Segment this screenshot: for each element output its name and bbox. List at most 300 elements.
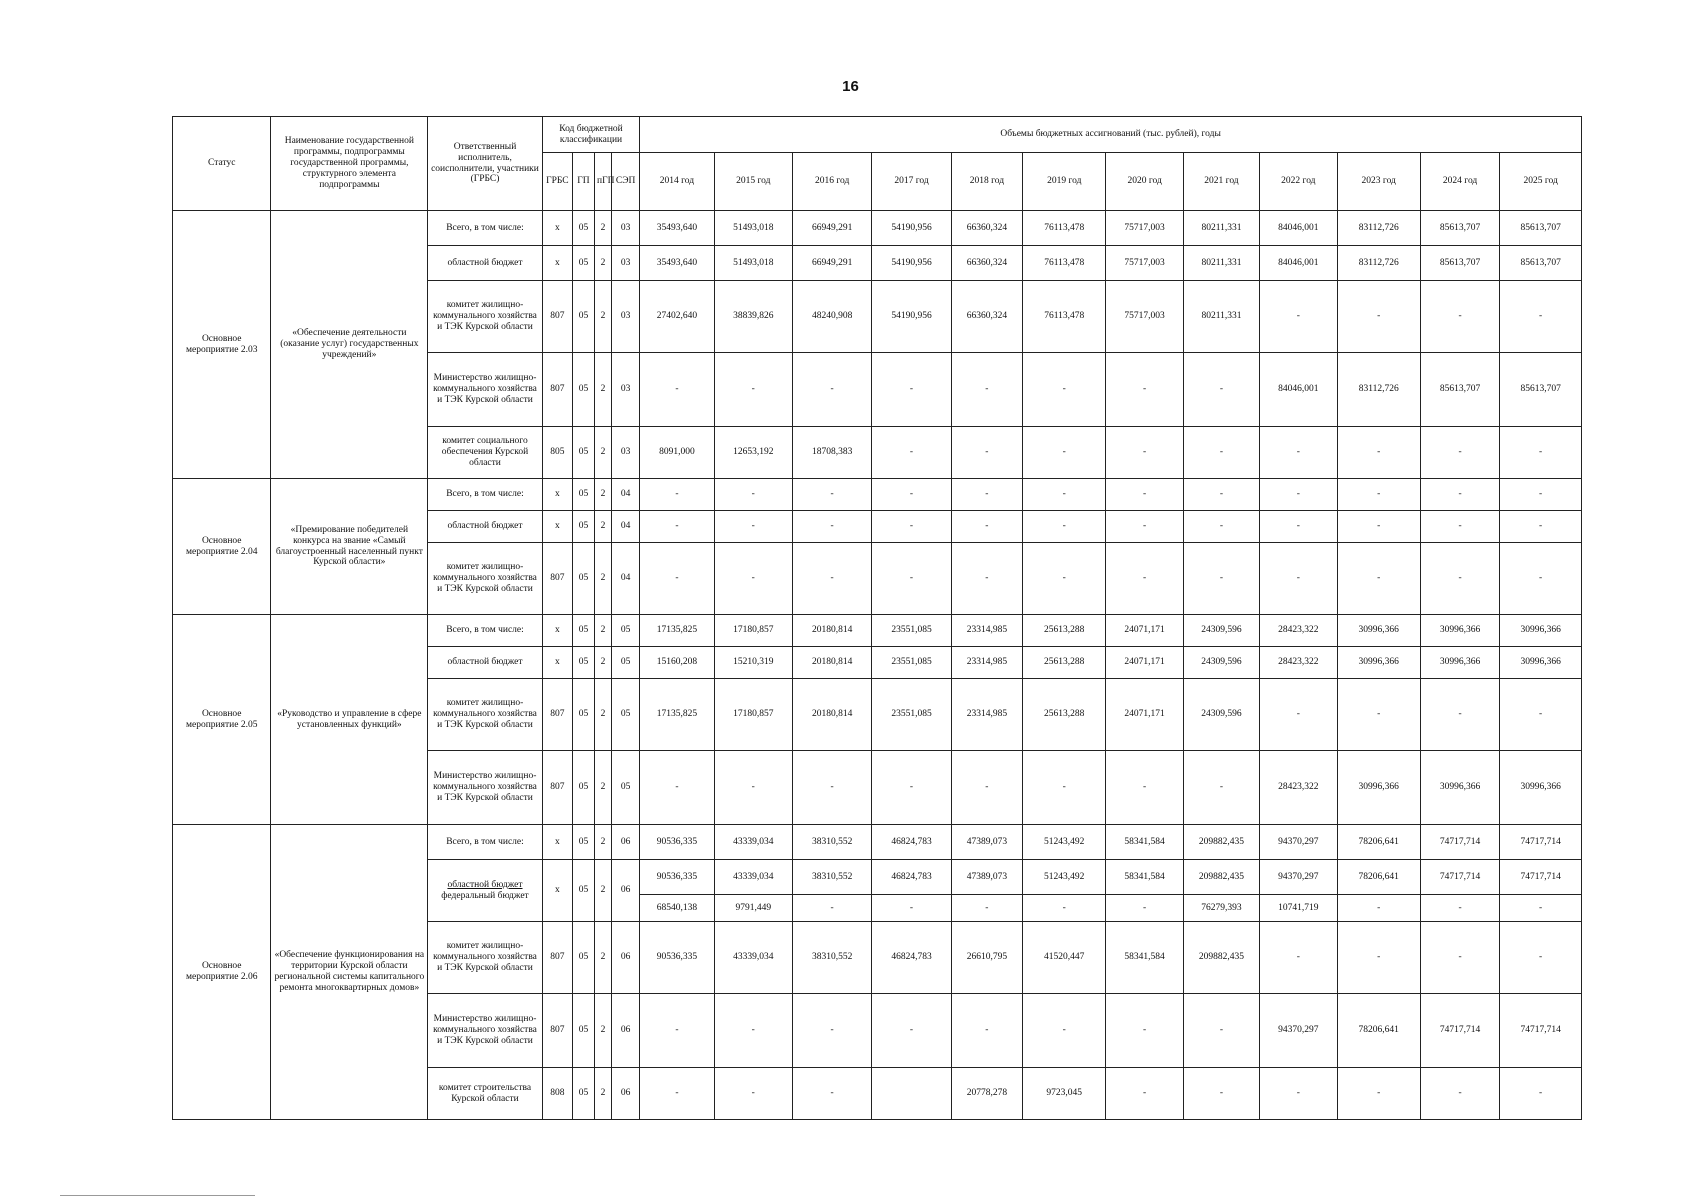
value-cell: 46824,783	[872, 860, 951, 895]
responsible-cell: комитет строительства Курской области	[428, 1068, 543, 1120]
code-sep: 03	[612, 246, 640, 281]
value-cell: 209882,435	[1183, 825, 1259, 860]
value-cell: 9723,045	[1023, 1068, 1106, 1120]
value-cell: -	[1260, 427, 1337, 479]
value-cell: 68540,138	[640, 895, 714, 922]
value-cell: 48240,908	[792, 281, 871, 353]
value-cell: 85613,707	[1420, 211, 1499, 246]
value-cell: -	[1260, 281, 1337, 353]
value-cell: 10741,719	[1260, 895, 1337, 922]
value-cell: 85613,707	[1420, 353, 1499, 427]
group-name: «Руководство и управление в сфере установленных функций»	[271, 615, 428, 825]
value-cell: -	[714, 353, 792, 427]
header-pgp: пГП	[595, 153, 612, 211]
value-cell: -	[951, 751, 1022, 825]
code-pgp: 2	[595, 922, 612, 994]
table-row	[173, 479, 1582, 511]
value-cell: 24309,596	[1183, 647, 1259, 679]
value-cell: 30996,366	[1337, 615, 1420, 647]
value-cell: -	[1106, 895, 1183, 922]
code-gp: 05	[572, 825, 594, 860]
value-cell: 17180,857	[714, 615, 792, 647]
value-cell: 83112,726	[1337, 211, 1420, 246]
value-cell: 30996,366	[1420, 615, 1499, 647]
value-cell: -	[1106, 543, 1183, 615]
value-cell: 24071,171	[1106, 647, 1183, 679]
value-cell: -	[714, 543, 792, 615]
value-cell: -	[951, 353, 1022, 427]
value-cell: -	[951, 427, 1022, 479]
value-cell: 84046,001	[1260, 353, 1337, 427]
code-gp: 05	[572, 281, 594, 353]
code-gp: 05	[572, 860, 594, 922]
code-sep: 03	[612, 353, 640, 427]
value-cell: 74717,714	[1500, 860, 1582, 895]
code-sep: 06	[612, 825, 640, 860]
code-sep: 06	[612, 994, 640, 1068]
code-sep: 04	[612, 543, 640, 615]
value-cell: 35493,640	[640, 211, 714, 246]
value-cell: 58341,584	[1106, 922, 1183, 994]
value-cell: 23551,085	[872, 679, 951, 751]
value-cell: 8091,000	[640, 427, 714, 479]
value-cell: 75717,003	[1106, 211, 1183, 246]
code-grbs: 807	[542, 281, 572, 353]
responsible-cell: Всего, в том числе:	[428, 825, 543, 860]
code-pgp: 2	[595, 994, 612, 1068]
code-sep: 06	[612, 1068, 640, 1120]
value-cell: 17135,825	[640, 679, 714, 751]
value-cell: 66949,291	[792, 246, 871, 281]
code-pgp: 2	[595, 1068, 612, 1120]
value-cell: -	[1337, 679, 1420, 751]
header-year: 2021 год	[1183, 153, 1259, 211]
header-code-group: Код бюджетной классификации	[542, 117, 639, 153]
header-name: Наименование государственной программы, подпрограммы государственной программы, структурного элемента подпрограммы	[271, 117, 428, 211]
code-gp: 05	[572, 211, 594, 246]
code-pgp: 2	[595, 615, 612, 647]
value-cell: 46824,783	[872, 922, 951, 994]
code-pgp: 2	[595, 353, 612, 427]
value-cell: 66360,324	[951, 211, 1022, 246]
value-cell: -	[792, 479, 871, 511]
code-sep: 04	[612, 479, 640, 511]
value-cell: -	[1420, 895, 1499, 922]
value-cell: 209882,435	[1183, 922, 1259, 994]
code-gp: 05	[572, 353, 594, 427]
value-cell: -	[792, 543, 871, 615]
responsible-cell: областной бюджет	[428, 511, 543, 543]
value-cell: -	[951, 895, 1022, 922]
header-year: 2014 год	[640, 153, 714, 211]
code-pgp: 2	[595, 860, 612, 922]
value-cell: 54190,956	[872, 281, 951, 353]
code-pgp: 2	[595, 511, 612, 543]
value-cell: 80211,331	[1183, 281, 1259, 353]
value-cell: -	[1260, 679, 1337, 751]
value-cell: -	[1500, 511, 1582, 543]
value-cell: -	[1500, 427, 1582, 479]
value-cell: -	[872, 353, 951, 427]
value-cell: 24309,596	[1183, 615, 1259, 647]
value-cell: 80211,331	[1183, 246, 1259, 281]
responsible-cell: комитет жилищно-коммунального хозяйства и ТЭК Курской области	[428, 922, 543, 994]
value-cell: 74717,714	[1500, 825, 1582, 860]
value-cell: -	[1106, 511, 1183, 543]
code-gp: 05	[572, 479, 594, 511]
value-cell: -	[1023, 427, 1106, 479]
value-cell: 66360,324	[951, 246, 1022, 281]
header-volumes-group: Объемы бюджетных ассигнований (тыс. рублей), годы	[640, 117, 1582, 153]
value-cell: -	[1420, 479, 1499, 511]
code-pgp: 2	[595, 751, 612, 825]
code-grbs: 807	[542, 543, 572, 615]
value-cell: -	[1183, 427, 1259, 479]
code-grbs: х	[542, 860, 572, 922]
header-gp: ГП	[572, 153, 594, 211]
value-cell: -	[714, 479, 792, 511]
value-cell: 30996,366	[1337, 647, 1420, 679]
value-cell: 38310,552	[792, 860, 871, 895]
value-cell: 30996,366	[1420, 751, 1499, 825]
value-cell: -	[1500, 679, 1582, 751]
value-cell: -	[1420, 281, 1499, 353]
table-row	[173, 211, 1582, 246]
header-year: 2015 год	[714, 153, 792, 211]
responsible-cell: комитет жилищно-коммунального хозяйства и ТЭК Курской области	[428, 679, 543, 751]
responsible-cell: комитет жилищно-коммунального хозяйства и ТЭК Курской области	[428, 543, 543, 615]
value-cell: -	[1337, 922, 1420, 994]
code-sep: 05	[612, 751, 640, 825]
value-cell: -	[1106, 479, 1183, 511]
responsible-cell: Министерство жилищно-коммунального хозяйства и ТЭК Курской области	[428, 994, 543, 1068]
responsible-regional-label: областной бюджет	[447, 879, 523, 890]
code-pgp: 2	[595, 825, 612, 860]
code-gp: 05	[572, 543, 594, 615]
value-cell: -	[1420, 1068, 1499, 1120]
value-cell: -	[1260, 479, 1337, 511]
value-cell: 35493,640	[640, 246, 714, 281]
value-cell: -	[1500, 1068, 1582, 1120]
value-cell: -	[872, 543, 951, 615]
value-cell: -	[1183, 994, 1259, 1068]
header-status: Статус	[173, 117, 271, 211]
code-grbs: х	[542, 479, 572, 511]
value-cell: -	[1106, 427, 1183, 479]
value-cell: 20778,278	[951, 1068, 1022, 1120]
value-cell: 26610,795	[951, 922, 1022, 994]
value-cell: 94370,297	[1260, 825, 1337, 860]
value-cell: 66360,324	[951, 281, 1022, 353]
value-cell: 43339,034	[714, 860, 792, 895]
code-grbs: 807	[542, 679, 572, 751]
value-cell: 30996,366	[1420, 647, 1499, 679]
value-cell: -	[1337, 1068, 1420, 1120]
value-cell: -	[872, 511, 951, 543]
table-body	[173, 211, 1582, 1120]
value-cell: -	[792, 511, 871, 543]
code-gp: 05	[572, 427, 594, 479]
value-cell: -	[1420, 511, 1499, 543]
code-gp: 05	[572, 246, 594, 281]
value-cell: -	[1023, 994, 1106, 1068]
value-cell: 27402,640	[640, 281, 714, 353]
value-cell: 43339,034	[714, 825, 792, 860]
table-row	[173, 615, 1582, 647]
value-cell: 78206,641	[1337, 825, 1420, 860]
code-sep: 05	[612, 615, 640, 647]
value-cell: 90536,335	[640, 922, 714, 994]
value-cell: -	[640, 994, 714, 1068]
value-cell: -	[1500, 895, 1582, 922]
code-pgp: 2	[595, 427, 612, 479]
value-cell: 23551,085	[872, 615, 951, 647]
value-cell: -	[714, 751, 792, 825]
value-cell: 76113,478	[1023, 246, 1106, 281]
code-sep: 05	[612, 647, 640, 679]
value-cell: 25613,288	[1023, 615, 1106, 647]
value-cell: 18708,383	[792, 427, 871, 479]
code-grbs: х	[542, 615, 572, 647]
value-cell: 51493,018	[714, 211, 792, 246]
value-cell: 46824,783	[872, 825, 951, 860]
value-cell: -	[1106, 1068, 1183, 1120]
value-cell: -	[1337, 427, 1420, 479]
value-cell: 25613,288	[1023, 647, 1106, 679]
value-cell: 74717,714	[1420, 825, 1499, 860]
value-cell: -	[1500, 479, 1582, 511]
code-grbs: х	[542, 825, 572, 860]
code-sep: 03	[612, 427, 640, 479]
code-grbs: 807	[542, 751, 572, 825]
value-cell: -	[640, 479, 714, 511]
value-cell: 20180,814	[792, 679, 871, 751]
value-cell: 85613,707	[1500, 211, 1582, 246]
responsible-cell: Всего, в том числе:	[428, 615, 543, 647]
value-cell: 23314,985	[951, 647, 1022, 679]
value-cell: -	[792, 994, 871, 1068]
value-cell: 15210,319	[714, 647, 792, 679]
value-cell: -	[872, 994, 951, 1068]
value-cell: 54190,956	[872, 246, 951, 281]
code-pgp: 2	[595, 543, 612, 615]
value-cell: -	[951, 994, 1022, 1068]
scan-artifact-line	[60, 1195, 255, 1196]
budget-table	[172, 116, 1582, 1120]
value-cell: 51493,018	[714, 246, 792, 281]
value-cell: 15160,208	[640, 647, 714, 679]
value-cell: -	[640, 1068, 714, 1120]
value-cell: 84046,001	[1260, 246, 1337, 281]
code-gp: 05	[572, 647, 594, 679]
value-cell: -	[1183, 353, 1259, 427]
value-cell: -	[1260, 543, 1337, 615]
code-gp: 05	[572, 615, 594, 647]
header-year: 2018 год	[951, 153, 1022, 211]
value-cell: 94370,297	[1260, 994, 1337, 1068]
value-cell: -	[1337, 895, 1420, 922]
value-cell: -	[1183, 751, 1259, 825]
value-cell: -	[1183, 1068, 1259, 1120]
value-cell: 23314,985	[951, 615, 1022, 647]
value-cell: 23314,985	[951, 679, 1022, 751]
code-grbs: х	[542, 511, 572, 543]
group-status: Основное мероприятие 2.06	[173, 825, 271, 1120]
value-cell: 9791,449	[714, 895, 792, 922]
value-cell: 58341,584	[1106, 825, 1183, 860]
header-year: 2023 год	[1337, 153, 1420, 211]
value-cell: -	[1023, 511, 1106, 543]
group-name: «Обеспечение деятельности (оказание услуг) государственных учреждений»	[271, 211, 428, 479]
value-cell: 47389,073	[951, 825, 1022, 860]
value-cell: -	[1420, 427, 1499, 479]
value-cell: -	[1260, 1068, 1337, 1120]
value-cell: 28423,322	[1260, 615, 1337, 647]
value-cell: 94370,297	[1260, 860, 1337, 895]
value-cell: -	[792, 353, 871, 427]
code-sep: 03	[612, 211, 640, 246]
value-cell: 38310,552	[792, 922, 871, 994]
responsible-cell: комитет жилищно-коммунального хозяйства и ТЭК Курской области	[428, 281, 543, 353]
code-pgp: 2	[595, 679, 612, 751]
code-gp: 05	[572, 511, 594, 543]
value-cell: 38310,552	[792, 825, 871, 860]
value-cell: -	[1183, 479, 1259, 511]
group-name: «Обеспечение функционирования на территории Курской области региональной системы капитального ремонта многоквартирных домов»	[271, 825, 428, 1120]
group-status: Основное мероприятие 2.05	[173, 615, 271, 825]
responsible-cell: Министерство жилищно-коммунального хозяйства и ТЭК Курской области	[428, 751, 543, 825]
value-cell: 80211,331	[1183, 211, 1259, 246]
value-cell: -	[1183, 511, 1259, 543]
value-cell: 76279,393	[1183, 895, 1259, 922]
value-cell: -	[1023, 751, 1106, 825]
header-year: 2022 год	[1260, 153, 1337, 211]
value-cell: 85613,707	[1500, 353, 1582, 427]
value-cell: 51243,492	[1023, 860, 1106, 895]
value-cell: -	[714, 1068, 792, 1120]
responsible-cell: Всего, в том числе:	[428, 211, 543, 246]
code-pgp: 2	[595, 246, 612, 281]
value-cell: 84046,001	[1260, 211, 1337, 246]
value-cell: -	[792, 895, 871, 922]
value-cell: -	[951, 479, 1022, 511]
responsible-cell: областной бюджет	[428, 246, 543, 281]
value-cell: 23551,085	[872, 647, 951, 679]
value-cell: -	[1106, 751, 1183, 825]
value-cell: 30996,366	[1500, 647, 1582, 679]
value-cell: 83112,726	[1337, 353, 1420, 427]
value-cell: -	[792, 1068, 871, 1120]
value-cell: -	[1420, 922, 1499, 994]
header-sep: СЭП	[612, 153, 640, 211]
responsible-cell: Всего, в том числе:	[428, 479, 543, 511]
code-gp: 05	[572, 751, 594, 825]
value-cell: 75717,003	[1106, 281, 1183, 353]
value-cell: -	[714, 994, 792, 1068]
value-cell: -	[640, 353, 714, 427]
value-cell: -	[872, 427, 951, 479]
code-sep: 06	[612, 860, 640, 922]
header-year: 2019 год	[1023, 153, 1106, 211]
value-cell: 51243,492	[1023, 825, 1106, 860]
value-cell: 20180,814	[792, 647, 871, 679]
header-year: 2024 год	[1420, 153, 1499, 211]
value-cell: 66949,291	[792, 211, 871, 246]
code-pgp: 2	[595, 211, 612, 246]
value-cell: 41520,447	[1023, 922, 1106, 994]
code-gp: 05	[572, 922, 594, 994]
value-cell: -	[1337, 543, 1420, 615]
value-cell: -	[872, 479, 951, 511]
code-grbs: х	[542, 246, 572, 281]
header-year: 2016 год	[792, 153, 871, 211]
header-year: 2017 год	[872, 153, 951, 211]
value-cell: -	[1337, 479, 1420, 511]
value-cell: -	[640, 751, 714, 825]
value-cell: 30996,366	[1500, 615, 1582, 647]
responsible-cell: областной бюджет	[428, 647, 543, 679]
value-cell: -	[1337, 281, 1420, 353]
code-pgp: 2	[595, 479, 612, 511]
code-gp: 05	[572, 1068, 594, 1120]
code-grbs: 807	[542, 353, 572, 427]
code-sep: 05	[612, 679, 640, 751]
value-cell: -	[714, 511, 792, 543]
value-cell: 25613,288	[1023, 679, 1106, 751]
code-sep: 03	[612, 281, 640, 353]
value-cell: 43339,034	[714, 922, 792, 994]
code-grbs: 807	[542, 922, 572, 994]
value-cell: 209882,435	[1183, 860, 1259, 895]
code-gp: 05	[572, 994, 594, 1068]
page-number: 16	[842, 78, 859, 95]
value-cell: 38839,826	[714, 281, 792, 353]
value-cell: 76113,478	[1023, 211, 1106, 246]
value-cell: -	[1106, 353, 1183, 427]
header-responsible: Ответственный исполнитель, соисполнители, участники (ГРБС)	[428, 117, 543, 211]
code-pgp: 2	[595, 647, 612, 679]
value-cell: 24071,171	[1106, 615, 1183, 647]
responsible-cell	[428, 860, 543, 922]
value-cell: 24071,171	[1106, 679, 1183, 751]
value-cell: 74717,714	[1420, 994, 1499, 1068]
value-cell: 54190,956	[872, 211, 951, 246]
group-status: Основное мероприятие 2.03	[173, 211, 271, 479]
value-cell: -	[1023, 353, 1106, 427]
value-cell: 74717,714	[1420, 860, 1499, 895]
value-cell: -	[872, 751, 951, 825]
value-cell: 12653,192	[714, 427, 792, 479]
value-cell: 47389,073	[951, 860, 1022, 895]
header-year: 2020 год	[1106, 153, 1183, 211]
value-cell: 30996,366	[1337, 751, 1420, 825]
value-cell: -	[1023, 479, 1106, 511]
value-cell: -	[951, 543, 1022, 615]
value-cell: 17180,857	[714, 679, 792, 751]
value-cell: 75717,003	[1106, 246, 1183, 281]
value-cell: -	[1106, 994, 1183, 1068]
value-cell: -	[1260, 511, 1337, 543]
responsible-cell: комитет социального обеспечения Курской области	[428, 427, 543, 479]
value-cell: -	[640, 511, 714, 543]
value-cell: -	[1337, 511, 1420, 543]
value-cell	[872, 1068, 951, 1120]
value-cell: -	[1420, 679, 1499, 751]
value-cell: -	[1260, 922, 1337, 994]
value-cell: -	[872, 895, 951, 922]
value-cell: 28423,322	[1260, 647, 1337, 679]
code-pgp: 2	[595, 281, 612, 353]
